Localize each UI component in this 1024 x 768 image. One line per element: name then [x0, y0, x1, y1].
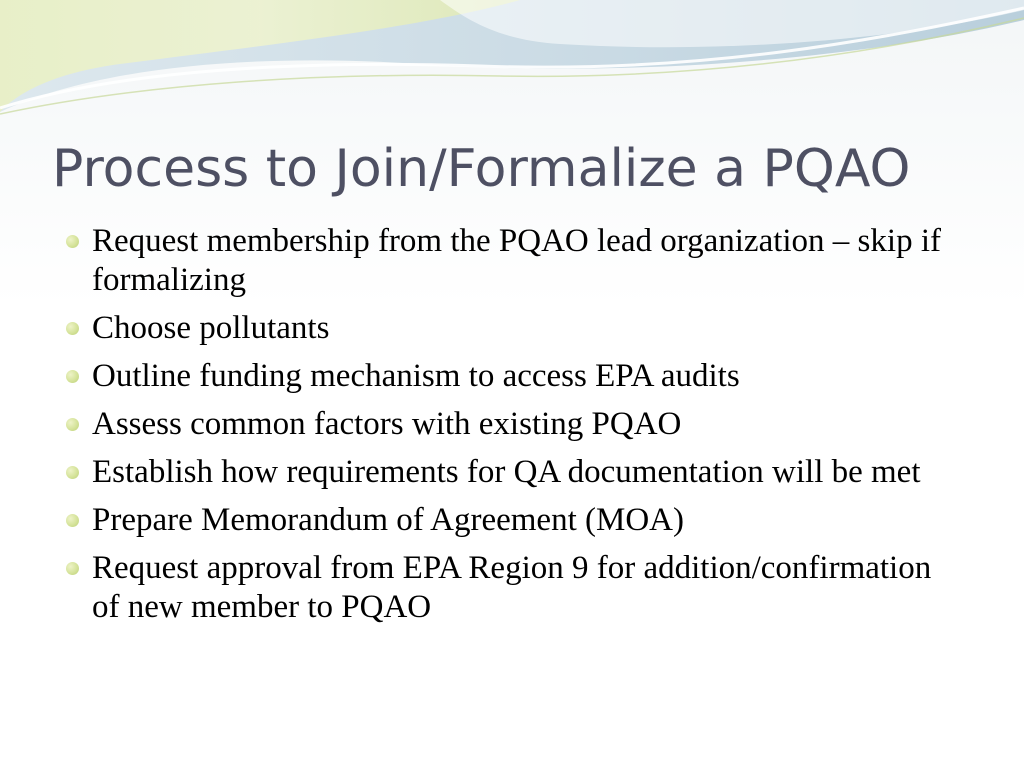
bullet-text: Choose pollutants: [92, 310, 330, 346]
bullet-text: Request approval from EPA Region 9 for addition/confirmation of new member to PQAO: [92, 550, 932, 625]
bullet-dot-icon: [66, 322, 79, 335]
bullet-item: [66, 501, 946, 540]
bullet-text: Request membership from the PQAO lead organization – skip if formalizing: [92, 223, 941, 298]
bullet-dot-icon: [66, 514, 79, 527]
bullet-text: Outline funding mechanism to access EPA audits: [92, 358, 740, 394]
bullet-item: [66, 549, 946, 627]
bullet-text: Establish how requirements for QA documentation will be met: [92, 454, 921, 490]
bullet-item: [66, 453, 946, 492]
bullet-item: [66, 309, 946, 348]
bullet-item: [66, 405, 946, 444]
bullet-dot-icon: [66, 235, 79, 248]
bullet-text: Prepare Memorandum of Agreement (MOA): [92, 502, 684, 538]
bullet-dot-icon: [66, 370, 79, 383]
bullet-dot-icon: [66, 418, 79, 431]
bullet-list: [66, 222, 946, 636]
bullet-dot-icon: [66, 466, 79, 479]
bullet-dot-icon: [66, 562, 79, 575]
bullet-item: [66, 222, 946, 300]
header-swoosh-decoration: [0, 0, 1024, 140]
slide-title: Process to Join/Formalize a PQAO: [52, 139, 911, 199]
bullet-text: Assess common factors with existing PQAO: [92, 406, 682, 442]
bullet-item: [66, 357, 946, 396]
